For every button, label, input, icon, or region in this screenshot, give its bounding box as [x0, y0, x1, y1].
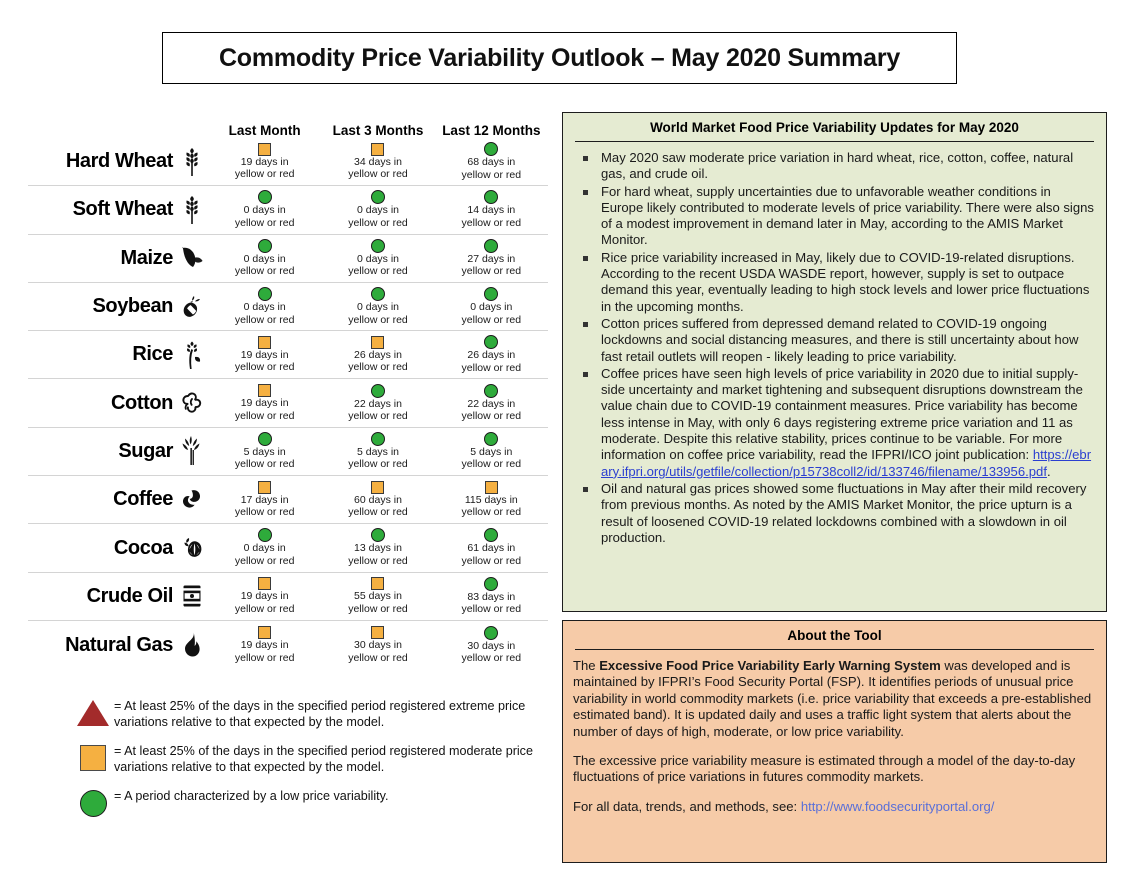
low-marker-icon	[371, 287, 385, 301]
variability-cell	[208, 384, 321, 422]
commodity-name-cell	[28, 581, 208, 611]
days-suffix-text: yellow or red	[234, 458, 295, 471]
low-marker-icon	[484, 190, 498, 204]
commodity-name-cell	[28, 630, 208, 660]
days-suffix-text: yellow or red	[461, 216, 522, 229]
about-paragraph-3	[573, 799, 1096, 815]
days-count-text: 22 days in	[354, 397, 402, 410]
days-suffix-text: yellow or red	[348, 458, 408, 471]
low-marker-icon	[484, 528, 498, 542]
commodity-label: Sugar	[118, 439, 173, 462]
update-bullet: May 2020 saw moderate price variation in hard wheat, rice, cotton, coffee, natural gas, and crude oil.	[573, 150, 1096, 183]
rice-icon	[180, 340, 204, 370]
days-suffix-text: yellow or red	[348, 410, 408, 423]
days-count-text: 0 days in	[356, 300, 399, 313]
days-suffix-text: yellow or red	[234, 506, 295, 519]
days-count-text: 34 days in	[354, 155, 402, 168]
variability-cell	[321, 190, 434, 229]
table-header-row	[28, 112, 548, 138]
commodity-label: Cocoa	[113, 536, 173, 559]
days-suffix-text: yellow or red	[461, 458, 522, 471]
low-marker-icon	[484, 432, 498, 446]
moderate-marker-icon	[371, 626, 384, 639]
variability-cell	[208, 528, 321, 567]
commodity-label: Soybean	[92, 295, 173, 318]
flame-icon	[180, 630, 204, 660]
low-marker-icon	[484, 384, 498, 398]
low-marker-icon	[371, 432, 385, 446]
low-marker-icon	[484, 142, 498, 156]
low-marker-icon	[258, 190, 272, 204]
days-count-text: 17 days in	[240, 493, 289, 506]
low-marker-icon	[258, 528, 272, 542]
about-p1-bold: Excessive Food Price Variability Early Warning System	[599, 658, 941, 673]
commodity-label: Cotton	[110, 391, 173, 414]
legend-row	[72, 743, 542, 775]
days-count-text: 5 days in	[470, 445, 513, 458]
update-bullet: For hard wheat, supply uncertainties due to unfavorable weather conditions in Europe likely contributed to moderate levels of price variability. There were also signs of a modest improvement in demand later in May, according to the AMIS Market Monitor.	[573, 184, 1096, 249]
days-suffix-text: yellow or red	[348, 265, 408, 278]
updates-panel-divider	[575, 141, 1094, 142]
moderate-marker-icon	[371, 143, 384, 156]
commodity-label: Soft Wheat	[72, 198, 173, 221]
days-suffix-text: yellow or red	[234, 216, 295, 229]
commodity-label: Hard Wheat	[65, 150, 173, 173]
variability-cell	[208, 143, 321, 181]
days-count-text: 55 days in	[354, 590, 402, 603]
variability-cell	[208, 626, 321, 664]
legend-symbol	[72, 788, 114, 817]
legend-description: = At least 25% of the days in the specified period registered moderate price variations relative to that expected by the model.	[114, 744, 533, 774]
oil-barrel-icon	[180, 581, 204, 611]
table-row	[28, 428, 548, 476]
variability-cell	[435, 287, 548, 326]
variability-cell	[435, 190, 548, 229]
days-count-text: 0 days in	[356, 204, 399, 217]
days-suffix-text: yellow or red	[461, 313, 522, 326]
low-marker-icon	[484, 577, 498, 591]
moderate-marker-icon	[258, 143, 271, 156]
low-marker-icon	[371, 528, 385, 542]
legend-description: = A period characterized by a low price variability.	[114, 789, 389, 803]
days-suffix-text: yellow or red	[461, 652, 522, 665]
coffee-bullet-text: Coffee prices have seen high levels of price variability in 2020 due to initial supply-side uncertainty and market tightening and subsequent disruptions downstream the value chain due to COVID-19 containment measures. Price variability has become less intense in May, with only 6 days registering extreme price variation and 11 as moderate. Despite this relative stability, prices continue to be variable. For more information on coffee price variability, read the IFPRI/ICO joint publication:	[601, 365, 1083, 463]
column-header-last-month: Last Month	[228, 123, 301, 138]
commodity-name-cell	[28, 147, 208, 177]
page-title-box	[162, 32, 957, 84]
update-bullet: Cotton prices suffered from depressed demand related to COVID-19 ongoing lockdowns and social distancing measures, and there is still uncertainty about how fast retail outlets will reopen - likely leading to price variability.	[573, 316, 1096, 365]
variability-cell	[321, 626, 434, 664]
days-count-text: 0 days in	[243, 204, 286, 217]
about-panel-divider	[575, 649, 1094, 650]
days-suffix-text: yellow or red	[461, 168, 522, 181]
low-marker-icon	[371, 384, 385, 398]
moderate-marker-icon	[371, 336, 384, 349]
legend-row	[72, 788, 542, 817]
low-marker-icon	[484, 335, 498, 349]
commodity-label: Crude Oil	[86, 584, 173, 607]
legend-row	[72, 698, 542, 730]
days-count-text: 26 days in	[467, 349, 516, 362]
commodity-name-cell	[28, 485, 208, 515]
ifpri-ico-publication-link[interactable]: https://ebrary.ifpri.org/utils/getfile/collection/p15738coll2/id/133746/filename/133956.pdf	[601, 447, 1092, 479]
days-count-text: 5 days in	[356, 445, 399, 458]
days-count-text: 0 days in	[243, 252, 286, 265]
days-count-text: 115 days in	[464, 493, 518, 506]
days-count-text: 19 days in	[240, 639, 289, 652]
days-suffix-text: yellow or red	[234, 265, 295, 278]
variability-cell	[321, 432, 434, 471]
column-header-last-3-months: Last 3 Months	[332, 123, 424, 138]
commodity-name-cell	[28, 436, 208, 466]
extreme-marker-icon	[77, 700, 109, 726]
cocoa-pod-icon	[180, 533, 204, 563]
days-suffix-text: yellow or red	[348, 216, 408, 229]
table-row	[28, 283, 548, 331]
days-count-text: 0 days in	[243, 542, 286, 555]
days-count-text: 0 days in	[470, 300, 513, 313]
updates-panel-title: World Market Food Price Variability Updates for May 2020	[650, 120, 1019, 135]
table-row	[28, 476, 548, 524]
moderate-marker-icon	[80, 745, 106, 771]
soybean-icon	[180, 292, 204, 322]
table-row	[28, 331, 548, 379]
moderate-marker-icon	[258, 336, 271, 349]
table-row	[28, 379, 548, 427]
variability-cell	[321, 528, 434, 567]
days-suffix-text: yellow or red	[348, 168, 408, 181]
variability-cell	[321, 481, 434, 519]
low-marker-icon	[484, 239, 498, 253]
variability-cell	[321, 577, 434, 615]
cotton-icon	[180, 388, 204, 418]
commodity-name-cell	[28, 243, 208, 273]
days-count-text: 19 days in	[240, 348, 289, 361]
commodity-name-cell	[28, 292, 208, 322]
about-paragraph-2: The excessive price variability measure is estimated through a model of the day-to-day fluctuations of price variations in futures commodity markets.	[573, 753, 1076, 785]
commodity-table	[28, 112, 548, 669]
days-count-text: 22 days in	[467, 397, 516, 410]
days-count-text: 19 days in	[240, 155, 289, 168]
days-suffix-text: yellow or red	[348, 361, 408, 374]
variability-cell	[208, 577, 321, 615]
variability-cell	[435, 481, 548, 519]
days-suffix-text: yellow or red	[348, 313, 408, 326]
days-suffix-text: yellow or red	[461, 603, 522, 616]
variability-cell	[435, 626, 548, 665]
low-marker-icon	[484, 626, 498, 640]
days-count-text: 83 days in	[467, 590, 516, 603]
days-suffix-text: yellow or red	[234, 651, 295, 664]
days-suffix-text: yellow or red	[234, 555, 295, 568]
table-row	[28, 573, 548, 621]
days-count-text: 19 days in	[240, 590, 289, 603]
column-header-last-12-months: Last 12 Months	[442, 123, 541, 138]
about-paragraph-1	[573, 658, 1096, 740]
days-count-text: 13 days in	[354, 542, 402, 555]
variability-cell	[321, 384, 434, 423]
about-panel	[562, 620, 1107, 863]
days-suffix-text: yellow or red	[348, 651, 408, 664]
moderate-marker-icon	[258, 384, 271, 397]
commodity-name-cell	[28, 195, 208, 225]
days-suffix-text: yellow or red	[234, 409, 295, 422]
variability-cell	[435, 528, 548, 567]
days-count-text: 0 days in	[243, 300, 286, 313]
moderate-marker-icon	[371, 481, 384, 494]
about-p1-post: was developed and is maintained by IFPRI’s Food Security Portal (FSP). It identifies periods of unusual price variability in world commodity markets (i.e. price variability that exceeds a pre-established estimated band). It is updated daily and uses a traffic light system that alerts about the number of days of high, moderate, or low price variability.	[573, 658, 1092, 739]
updates-bullet-list	[573, 150, 1096, 546]
commodity-name-cell	[28, 388, 208, 418]
commodity-label: Maize	[120, 246, 173, 269]
coffee-bean-icon	[180, 485, 204, 515]
legend-symbol	[72, 743, 114, 771]
about-p3-pre: For all data, trends, and methods, see:	[573, 798, 801, 814]
variability-cell	[321, 336, 434, 374]
days-suffix-text: yellow or red	[234, 602, 295, 615]
variability-cell	[435, 142, 548, 181]
page-title: Commodity Price Variability Outlook – May 2020 Summary	[218, 43, 901, 72]
days-suffix-text: yellow or red	[461, 506, 522, 519]
about-panel-title: About the Tool	[787, 628, 882, 643]
days-count-text: 60 days in	[354, 493, 402, 506]
foodsecurityportal-link[interactable]: http://www.foodsecurityportal.org/	[800, 798, 995, 814]
table-row	[28, 235, 548, 283]
low-marker-icon	[258, 287, 272, 301]
days-suffix-text: yellow or red	[461, 361, 522, 374]
update-bullet-coffee	[573, 366, 1096, 480]
days-suffix-text: yellow or red	[348, 555, 408, 568]
variability-cell	[208, 190, 321, 229]
days-count-text: 27 days in	[467, 252, 516, 265]
wheat-icon	[180, 195, 204, 225]
low-marker-icon	[258, 239, 272, 253]
variability-cell	[435, 577, 548, 616]
low-marker-icon	[371, 190, 385, 204]
days-suffix-text: yellow or red	[348, 506, 408, 519]
commodity-label: Coffee	[113, 488, 173, 511]
days-suffix-text: yellow or red	[234, 168, 295, 181]
legend-description: = At least 25% of the days in the specified period registered extreme price variations relative to that expected by the model.	[114, 699, 526, 729]
legend	[72, 698, 542, 830]
table-row	[28, 186, 548, 234]
variability-cell	[435, 432, 548, 471]
variability-cell	[208, 239, 321, 278]
variability-cell	[208, 287, 321, 326]
low-marker-icon	[80, 790, 107, 817]
variability-cell	[435, 335, 548, 374]
days-count-text: 5 days in	[243, 445, 286, 458]
days-count-text: 30 days in	[354, 639, 402, 652]
table-row	[28, 524, 548, 572]
moderate-marker-icon	[371, 577, 384, 590]
days-count-text: 30 days in	[467, 639, 516, 652]
days-suffix-text: yellow or red	[461, 410, 522, 423]
variability-cell	[435, 239, 548, 278]
variability-cell	[208, 432, 321, 471]
low-marker-icon	[371, 239, 385, 253]
variability-cell	[208, 336, 321, 374]
moderate-marker-icon	[258, 626, 271, 639]
days-suffix-text: yellow or red	[461, 265, 522, 278]
corn-icon	[180, 243, 204, 273]
moderate-marker-icon	[258, 481, 271, 494]
commodity-name-cell	[28, 533, 208, 563]
table-row	[28, 138, 548, 186]
days-suffix-text: yellow or red	[348, 602, 408, 615]
moderate-marker-icon	[258, 577, 271, 590]
variability-cell	[208, 481, 321, 519]
commodity-name-cell	[28, 340, 208, 370]
days-count-text: 0 days in	[356, 252, 399, 265]
commodity-label: Natural Gas	[65, 633, 173, 656]
variability-cell	[321, 287, 434, 326]
update-bullet-oil-gas: Oil and natural gas prices showed some fluctuations in May after their mild recovery from previous months. As noted by the AMIS Market Monitor, the price upturn is a result of loosened COVID-19 related lockdowns combined with a slowdown in oil production.	[573, 481, 1096, 546]
variability-cell	[321, 143, 434, 181]
wheat-icon	[180, 147, 204, 177]
update-bullet: Rice price variability increased in May, likely due to COVID-19-related disruptions. According to the recent USDA WASDE report, however, supply is set to outpace demand this year, eventually leading to high stock levels and lower price fluctuations in the upcoming months.	[573, 250, 1096, 315]
days-suffix-text: yellow or red	[461, 555, 522, 568]
days-suffix-text: yellow or red	[234, 361, 295, 374]
coffee-bullet-text-post: .	[1046, 463, 1051, 479]
days-count-text: 19 days in	[240, 397, 289, 410]
variability-cell	[435, 384, 548, 423]
table-row	[28, 621, 548, 669]
low-marker-icon	[484, 287, 498, 301]
sugarcane-icon	[180, 436, 204, 466]
table-body	[28, 138, 548, 669]
legend-symbol	[72, 698, 114, 726]
days-count-text: 14 days in	[467, 204, 516, 217]
days-count-text: 68 days in	[467, 156, 516, 169]
moderate-marker-icon	[485, 481, 498, 494]
variability-cell	[321, 239, 434, 278]
days-suffix-text: yellow or red	[234, 313, 295, 326]
low-marker-icon	[258, 432, 272, 446]
updates-panel	[562, 112, 1107, 612]
commodity-label: Rice	[132, 343, 173, 366]
days-count-text: 26 days in	[354, 348, 402, 361]
about-p1-pre: The	[573, 658, 600, 673]
days-count-text: 61 days in	[467, 542, 516, 555]
